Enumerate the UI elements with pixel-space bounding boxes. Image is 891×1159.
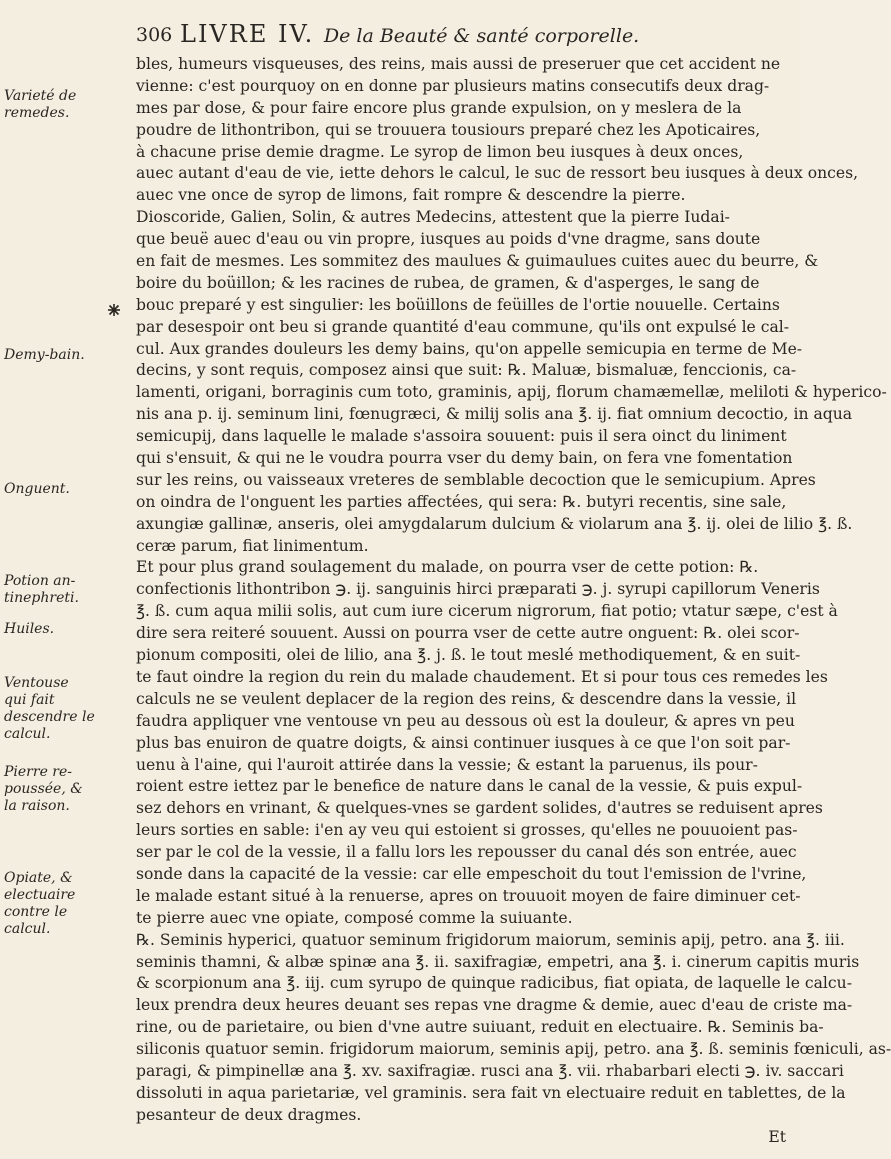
text-line: dissoluti in aqua parietariæ, vel graminis. sera fait vn electuaire reduit en tablettes, de la xyxy=(136,1083,846,1102)
margin-note-potion: Potion an- tinephreti. xyxy=(4,573,79,606)
text-line: mes par dose, & pour faire encore plus grande expulsion, on y meslera de la xyxy=(136,98,742,117)
text-line: on oindra de l'onguent les parties affectées, qui sera: ℞. butyri recentis, sine sale, xyxy=(136,492,787,511)
text-line: & scorpionum ana ℥. iij. cum syrupo de quinque radicibus, fiat opiata, de laquelle le calcu- xyxy=(136,974,852,993)
text-line: sez dehors en vrinant, & quelques-vnes se gardent solides, d'autres se reduisent apres xyxy=(136,799,823,818)
text-line: poudre de lithontribon, qui se trouuera tousiours preparé chez les Apoticaires, xyxy=(136,120,761,139)
text-line: bles, humeurs visqueuses, des reins, mais aussi de preseruer que cet accident ne xyxy=(136,55,781,73)
text-line: siliconis quatuor semin. frigidorum maiorum, seminis apij, petro. ana ℥. ß. seminis fœniculi, as- xyxy=(136,1040,891,1059)
text-line: ℥. ß. cum aqua milii solis, aut cum iure cicerum nigrorum, fiat potio; vtatur sæpe, c'est à xyxy=(136,602,838,621)
text-line: Et xyxy=(768,1127,786,1146)
text-line: ℞. Seminis hyperici, quatuor seminum frigidorum maiorum, seminis apij, petro. ana ℥. iii. xyxy=(136,930,845,949)
text-line: rine, ou de parietaire, ou bien d'vne autre suiuant, reduit en electuaire. ℞. Seminis ba- xyxy=(136,1018,824,1037)
text-line: Et pour plus grand soulagement du malade, on pourra vser de cette potion: ℞. xyxy=(136,558,759,577)
margin-note-pierre: Pierre re- poussée, & la raison. xyxy=(4,764,83,814)
text-line: auec vne once de syrop de limons, fait rompre & descendre la pierre. xyxy=(136,186,686,205)
text-line: pionum compositi, olei de lilio, ana ℥. j. ß. le tout meslé methodiquement, & en suit- xyxy=(136,646,801,665)
text-line: Dioscoride, Galien, Solin, & autres Medecins, attestent que la pierre Iudai- xyxy=(136,208,730,227)
text-line: paragi, & pimpinellæ ana ℥. xv. saxifragiæ. rusci ana ℥. vii. rhabarbari electi ℈. iv. saccari xyxy=(136,1061,844,1080)
text-line: calculs ne se veulent deplacer de la region des reins, & descendre dans la vessie, il xyxy=(136,689,797,708)
text-line: ceræ parum, fiat linimentum. xyxy=(136,536,369,555)
margin-note-demy-bain: Demy-bain. xyxy=(4,347,85,363)
text-line: seminis thamni, & albæ spinæ ana ℥. ii. saxifragiæ, empetri, ana ℥. i. cinerum capitis muris xyxy=(136,952,860,971)
text-line: que beuë auec d'eau ou vin propre, iusques au poids d'vne dragme, sans doute xyxy=(136,230,761,249)
text-line: auec autant d'eau de vie, iette dehors le calcul, le suc de ressort beu iusques à deux onces, xyxy=(136,164,859,183)
text-line: axungiæ gallinæ, anseris, olei amygdalarum dulcium & violarum ana ℥. ij. olei de lilio ℥. ß. xyxy=(136,514,853,533)
text-line: par desespoir ont beu si grande quantité d'eau commune, qu'ils ont expulsé le cal- xyxy=(136,317,790,336)
margin-note-variete: Varieté de remedes. xyxy=(4,88,77,121)
text-line: confectionis lithontribon ℈. ij. sanguinis hirci præparati ℈. j. syrupi capillorum Veneris xyxy=(136,580,820,599)
text-line: sonde dans la capacité de la vessie: car elle empeschoit du tout l'emission de l'vrine, xyxy=(136,864,807,883)
book-label: LIVRE IV. xyxy=(180,20,315,48)
text-line: sur les reins, ou vaisseaux vreteres de semblable decoction que le semicupium. Apres xyxy=(136,470,816,489)
margin-note-ventouse: Ventouse qui fait descendre le calcul. xyxy=(4,675,95,742)
text-line: roient estre iettez par le benefice de nature dans le canal de la vessie, & puis expul- xyxy=(136,777,803,796)
text-line: ser par le col de la vessie, il a fallu lors les repousser du canal dés son entrée, auec xyxy=(136,843,797,862)
text-line: semicupij, dans laquelle le malade s'assoira souuent: puis il sera oinct du liniment xyxy=(136,427,787,446)
text-line: boire du boüillon; & les racines de rubea, de gramen, & d'asperges, le sang de xyxy=(136,273,760,292)
text-line: te faut oindre la region du rein du malade chaudement. Et si pour tous ces remedes les xyxy=(136,667,828,686)
text-line: en fait de mesmes. Les sommitez des maulues & guimaulues cuites auec du beurre, & xyxy=(136,252,819,271)
running-header xyxy=(136,18,776,52)
text-line: lamenti, origani, borraginis cum toto, graminis, apij, florum chamæmellæ, meliloti & hyperico- xyxy=(136,383,887,402)
text-line: plus bas enuiron de quatre doigts, & ainsi continuer iusques à ce que l'on soit par- xyxy=(136,733,791,752)
text-line: qui s'ensuit, & qui ne le voudra pourra vser du demy bain, on fera vne fomentation xyxy=(136,449,793,468)
text-line: le malade estant situé à la renuerse, apres on trouuoit moyen de faire diminuer cet- xyxy=(136,886,801,905)
text-line: decins, y sont requis, composez ainsi que suit: ℞. Maluæ, bismaluæ, fenccionis, ca- xyxy=(136,361,797,380)
text-line: bouc preparé y est singulier: les boüillons de feüilles de l'ortie nouuelle. Certains xyxy=(136,295,780,314)
running-title xyxy=(180,20,639,48)
text-line: à chacune prise demie dragme. Le syrop de limon beu iusques à deux onces, xyxy=(136,142,744,161)
chapter-subtitle: De la Beauté & santé corporelle. xyxy=(323,25,640,47)
main-text xyxy=(136,54,891,1149)
text-line: faudra appliquer vne ventouse vn peu au dessous où est la douleur, & apres vn peu xyxy=(136,711,795,730)
text-line: dire sera reiteré souuent. Aussi on pourra vser de cette autre onguent: ℞. olei scor- xyxy=(136,624,800,643)
margin-note-huiles: Huiles. xyxy=(4,621,55,637)
margin-note-opiate: Opiate, & electuaire contre le calcul. xyxy=(4,870,76,937)
text-line: uenu à l'aine, qui l'auroit attirée dans la vessie; & estant la paruenus, ils pour- xyxy=(136,755,758,774)
text-line: te pierre auec vne opiate, composé comme la suiuante. xyxy=(136,908,573,927)
page-number: 306 xyxy=(136,24,173,46)
text-line: nis ana p. ij. seminum lini, fœnugræci, & milij solis ana ℥. ij. fiat omnium decoctio, in aqua xyxy=(136,405,853,424)
margin-note-onguent: Onguent. xyxy=(4,481,70,497)
text-line: vienne: c'est pourquoy on en donne par plusieurs matins consecutifs deux drag- xyxy=(136,76,770,95)
text-line: cul. Aux grandes douleurs les demy bains, qu'on appelle semicupia en terme de Me- xyxy=(136,339,803,358)
text-line: leux prendra deux heures deuant ses repas vne dragme & demie, auec d'eau de criste ma- xyxy=(136,996,853,1015)
fleuron-icon xyxy=(107,303,121,317)
text-line: pesanteur de deux dragmes. xyxy=(136,1105,362,1124)
text-line: leurs sorties en sable: i'en ay veu qui estoient si grosses, qu'elles ne pouuoient pas- xyxy=(136,821,798,840)
